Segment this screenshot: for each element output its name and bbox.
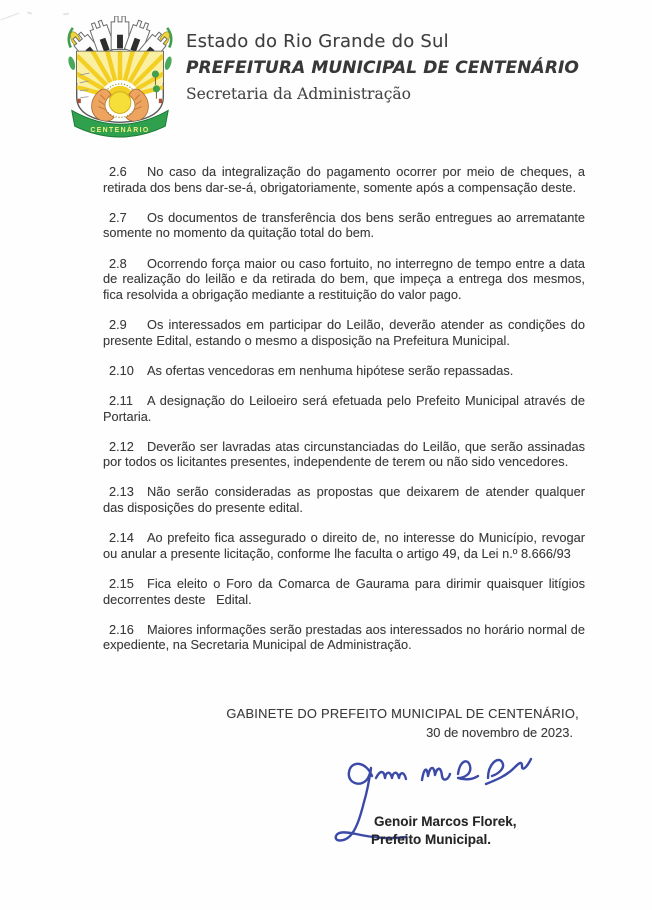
edict-paragraph [103,210,585,241]
paragraph-text: Ocorrendo força maior ou caso fortuito, no interregno de tempo entre a data de realização do leilão e da retirada do bem, que impeça a entrega dos mesmos, fica resolvida a obrigação mediante a restituição do valor pago. [103,255,585,302]
edict-paragraph [103,164,585,195]
sun-ball-icon [109,92,131,114]
paragraph-number: 2.6 [109,164,127,179]
edict-paragraph [103,317,585,348]
left-fleck [78,99,81,103]
paragraph-number: 2.11 [109,392,133,408]
edict-paragraph [103,622,585,653]
paragraph-number: 2.13 [109,484,134,500]
edict-paragraph [103,256,585,303]
paragraph-number: 2.14 [109,530,134,546]
department-name: Secretaria da Administração [186,85,411,103]
scan-artifact [0,13,19,21]
paragraph-number: 2.9 [109,316,127,332]
paragraph-text: Deverão ser lavradas atas circunstanciadas do Leilão, que serão assinadas por todos os licitantes presentes, independente de terem ou não sido vencedores. [103,438,585,470]
edict-paragraph [103,484,585,515]
paragraph-text: Fica eleito o Foro da Comarca de Gaurama para dirimir quaisquer litígios decorrentes deste Edital. [103,576,585,607]
state-name: Estado do Rio Grande do Sul [186,31,449,52]
edict-paragraph [103,393,585,424]
paragraph-text: As ofertas vencedoras em nenhuma hipótese serão repassadas. [147,362,514,378]
paragraph-number: 2.15 [109,576,134,592]
date-line: 30 de novembro de 2023. [426,725,573,740]
paragraph-number: 2.8 [109,255,127,271]
paragraph-text: Maiores informações serão prestadas aos interessados no horário normal de expediente, na Secretaria Municipal de Administração. [103,621,585,653]
scan-artifact [27,11,32,14]
municipality-name: PREFEITURA MUNICIPAL DE CENTENÁRIO [186,58,579,78]
banner-text: CENTENÁRIO [90,127,150,135]
paragraph-number: 2.7 [109,209,127,225]
paragraph-number: 2.10 [109,362,134,378]
edict-paragraph [103,363,585,379]
paragraph-text: No caso da integralização do pagamento ocorrer por meio de cheques, a retirada dos bens dar-se-á, obrigatoriamente, somente após a compensação deste. [103,164,585,195]
municipal-coat-of-arms-icon [62,16,178,140]
paragraph-text: Não serão consideradas as propostas que deixarem de atender qualquer das disposições do presente edital. [103,484,585,516]
paragraph-text: Os interessados em participar do Leilão, deverão atender as condições do presente Edital, estando o mesmo a disposição na Prefeitura Municipal. [103,316,585,348]
edict-paragraph [103,576,585,607]
paragraph-number: 2.16 [109,621,134,637]
signer-name: Genoir Marcos Florek, [374,814,517,829]
letterhead [186,31,579,103]
paragraph-number: 2.12 [109,438,134,454]
right-fleck [159,99,162,103]
paragraph-text: Os documentos de transferência dos bens serão entregues ao arrematante somente no momento da quitação total do bem. [103,209,585,241]
edict-paragraph [103,530,585,561]
signer-title: Prefeito Municipal. [371,832,492,847]
edict-paragraph [103,439,585,470]
paragraph-text: Ao prefeito fica assegurado o direito de, no interesse do Município, revogar ou anular a presente licitação, conforme lhe faculta o artigo 49, da Lei n.º 8.666/93 [103,530,585,561]
paragraph-text: A designação do Leiloeiro será efetuada pelo Prefeito Municipal através de Portaria. [103,392,585,424]
edict-paragraphs [103,164,585,668]
gabinete-line: GABINETE DO PREFEITO MUNICIPAL DE CENTENÁRIO, [226,706,579,721]
scan-artifact [63,13,69,15]
